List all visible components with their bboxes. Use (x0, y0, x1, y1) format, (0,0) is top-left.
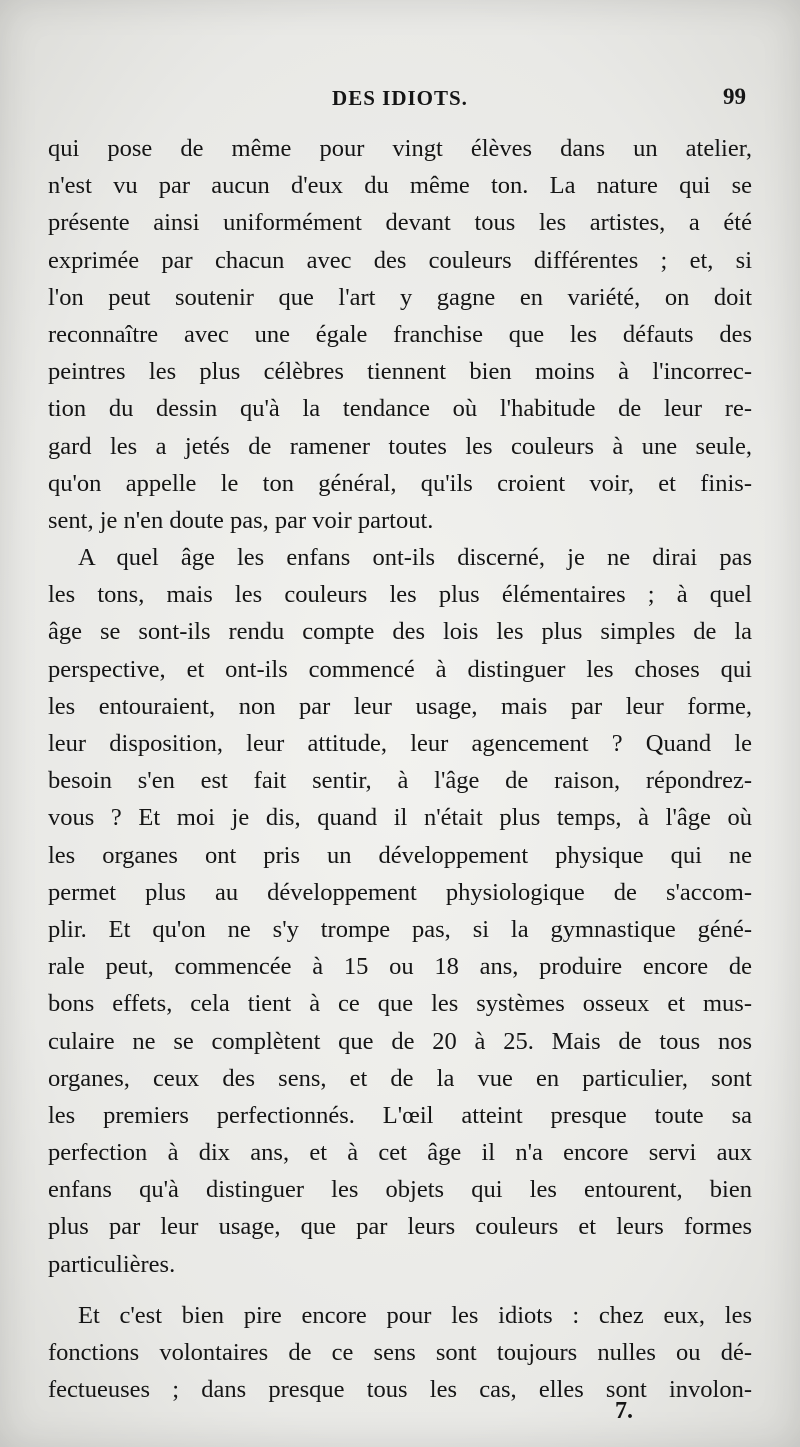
text-line: gard les a jetés de ramener toutes les couleurs à une seule, (48, 432, 752, 460)
text-line: perspective, et ont-ils commencé à distinguer les choses qui (48, 655, 752, 683)
paragraph-1 (48, 130, 752, 539)
text-line: l'on peut soutenir que l'art y gagne en variété, on doit (48, 283, 752, 311)
text-line: organes, ceux des sens, et de la vue en particulier, sont (48, 1064, 752, 1092)
body-text (48, 130, 752, 1408)
text-line: sent, je n'en doute pas, par voir partout. (48, 506, 434, 534)
text-line: tion du dessin qu'à la tendance où l'habitude de leur re- (48, 395, 752, 423)
signature-mark: 7. (615, 1398, 633, 1424)
running-title: DES IDIOTS. (332, 86, 468, 110)
paragraph-3 (48, 1297, 752, 1409)
text-line: peintres les plus célèbres tiennent bien moins à l'incorrec- (48, 358, 752, 386)
text-line: exprimée par chacun avec des couleurs différentes ; et, si (48, 246, 752, 274)
text-line: qu'on appelle le ton général, qu'ils croient voir, et finis- (48, 469, 752, 497)
text-line: permet plus au développement physiologique de s'accom- (48, 878, 752, 906)
text-line: enfans qu'à distinguer les objets qui les entourent, bien (48, 1176, 752, 1204)
running-head (50, 84, 750, 118)
text-line: plir. Et qu'on ne s'y trompe pas, si la gymnastique géné- (48, 915, 752, 943)
text-line: plus par leur usage, que par leurs couleurs et leurs formes (48, 1213, 752, 1241)
text-line: reconnaître avec une égale franchise que les défauts des (48, 320, 752, 348)
text-line: les tons, mais les couleurs les plus élémentaires ; à quel (48, 581, 752, 609)
text-line: fonctions volontaires de ce sens sont toujours nulles ou dé- (48, 1339, 752, 1366)
page-number: 99 (723, 84, 746, 109)
text-line: leur disposition, leur attitude, leur agencement ? Quand le (48, 730, 752, 757)
text-line: qui pose de même pour vingt élèves dans un atelier, (48, 135, 752, 162)
paragraph-gap (48, 1283, 752, 1297)
text-line: vous ? Et moi je dis, quand il n'était plus temps, à l'âge où (48, 804, 752, 832)
text-line: perfection à dix ans, et à cet âge il n'a encore servi aux (48, 1139, 752, 1167)
text-line: Et c'est bien pire encore pour les idiots : chez eux, les (78, 1301, 752, 1329)
text-line: culaire ne se complètent que de 20 à 25. Mais de tous nos (48, 1027, 752, 1055)
text-line: âge se sont-ils rendu compte des lois les plus simples de la (48, 618, 752, 646)
text-line: fectueuses ; dans presque tous les cas, elles sont involon- (48, 1376, 752, 1404)
text-line: rale peut, commencée à 15 ou 18 ans, produire encore de (48, 953, 752, 981)
text-line: A quel âge les enfans ont-ils discerné, je ne dirai pas (78, 544, 752, 572)
text-line: particulières. (48, 1250, 176, 1278)
text-line: les entouraient, non par leur usage, mais par leur forme, (48, 692, 752, 720)
text-line: les premiers perfectionnés. L'œil atteint presque toute sa (48, 1101, 752, 1129)
text-line: n'est vu par aucun d'eux du même ton. La nature qui se (48, 172, 752, 200)
text-line: bons effets, cela tient à ce que les systèmes osseux et mus- (48, 990, 752, 1018)
paragraph-2 (48, 539, 752, 1283)
text-line: les organes ont pris un développement physique qui ne (48, 841, 752, 869)
text-line: besoin s'en est fait sentir, à l'âge de raison, répondrez- (48, 767, 752, 795)
text-line: présente ainsi uniformément devant tous les artistes, a été (48, 209, 752, 237)
